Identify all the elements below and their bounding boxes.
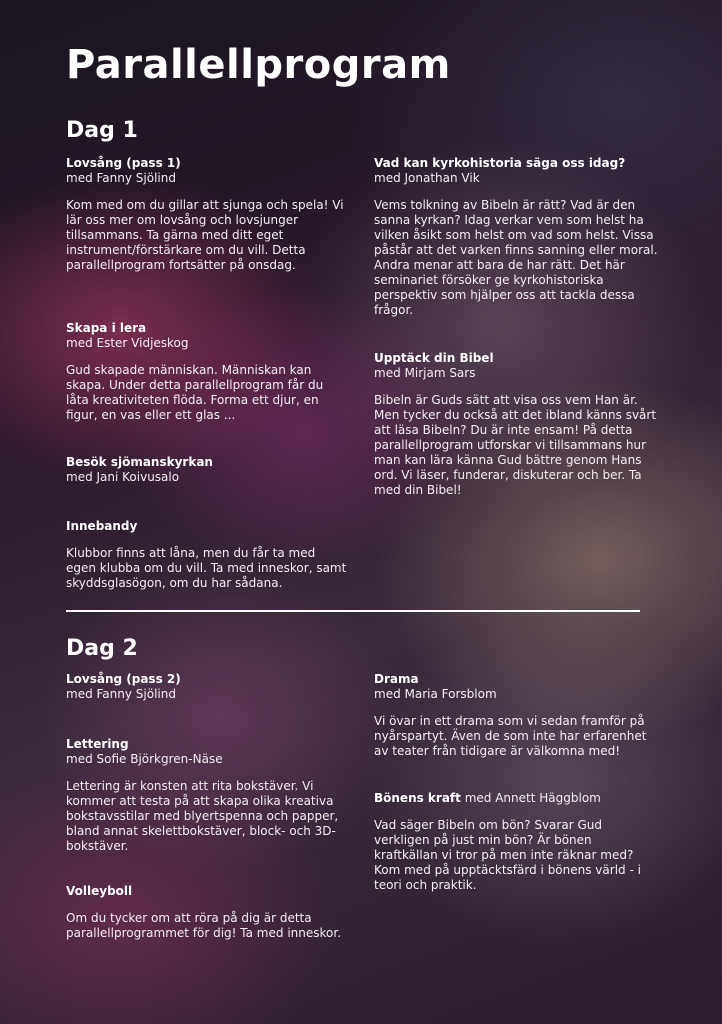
session-description: Vi övar in ett drama som vi sedan framför på nyårspartyt. Även de som inte har erfarenhet av teater från tidigare är välkomna med!	[374, 714, 647, 758]
session-lovsang-pass-1	[66, 156, 348, 273]
session-title: Lovsång (pass 2)	[66, 672, 181, 686]
session-upptack-din-bibel	[374, 351, 658, 498]
session-title: Besök sjömanskyrkan	[66, 455, 213, 469]
session-leader: med Annett Häggblom	[464, 791, 601, 805]
section-divider	[66, 610, 640, 612]
session-kyrkohistoria	[374, 156, 658, 318]
session-lovsang-pass-2	[66, 672, 348, 702]
session-description: Kom med om du gillar att sjunga och spela! Vi lär oss mer om lovsång och lovsjunger tillsammans. Ta gärna med ditt eget instrument/förstärkare om du vill. Detta parallellprogram fortsätter på onsdag.	[66, 198, 344, 272]
session-description: Klubbor finns att låna, men du får ta med egen klubba om du vill. Ta med inneskor, samt skyddsglasögon, om du har sådana.	[66, 546, 347, 590]
session-description: Gud skapade människan. Människan kan skapa. Under detta parallellprogram får du låta kreativiteten flöda. Forma ett djur, en figur, en vas eller ett glas ...	[66, 363, 324, 422]
session-innebandy	[66, 519, 348, 591]
session-description: Vems tolkning av Bibeln är rätt? Vad är den sanna kyrkan? Idag verkar vem som helst ha vilken åsikt som helst om vad som helst. Vissa påstår att det varken finns sanning eller moral. Andra menar att bara de har rätt. Det här seminariet försöker ge kyrkohistoriska perspektiv som hjälper oss att tackla dessa frågor.	[374, 198, 658, 317]
session-leader: med Fanny Sjölind	[66, 687, 176, 701]
session-title: Drama	[374, 672, 419, 686]
session-title: Skapa i lera	[66, 321, 147, 335]
session-title: Lovsång (pass 1)	[66, 156, 181, 170]
session-besok-sjomanskyrkan	[66, 455, 348, 485]
session-description: Bibeln är Guds sätt att visa oss vem Han är. Men tycker du också att det ibland känns svårt att läsa Bibeln? Du är inte ensam! På detta parallellprogram utforskar vi tillsammans hur man kan lära känna Gud bättre genom Hans ord. Vi läser, funderar, diskuterar och ber. Ta med din Bibel!	[374, 393, 657, 497]
session-leader: med Fanny Sjölind	[66, 171, 176, 185]
session-description: Om du tycker om att röra på dig är detta parallellprogrammet för dig! Ta med inneskor.	[66, 911, 342, 940]
session-bonens-kraft	[374, 791, 658, 893]
session-drama	[374, 672, 658, 759]
session-skapa-i-lera	[66, 321, 348, 423]
session-leader: med Sofie Björkgren-Näse	[66, 752, 223, 766]
day-1-heading: Dag 1	[66, 118, 138, 143]
session-title: Bönens kraft	[374, 791, 461, 805]
session-title: Volleyboll	[66, 884, 133, 898]
session-leader: med Jonathan Vik	[374, 171, 480, 185]
session-heading	[374, 791, 658, 806]
session-title: Vad kan kyrkohistoria säga oss idag?	[374, 156, 626, 170]
session-lettering	[66, 737, 348, 854]
session-leader: med Mirjam Sars	[374, 366, 476, 380]
session-leader: med Maria Forsblom	[374, 687, 497, 701]
session-leader: med Ester Vidjeskog	[66, 336, 189, 350]
day-2-heading: Dag 2	[66, 636, 138, 661]
session-title: Lettering	[66, 737, 129, 751]
session-title: Innebandy	[66, 519, 138, 533]
session-volleyboll	[66, 884, 348, 941]
session-description: Vad säger Bibeln om bön? Svarar Gud verkligen på just min bön? Är bönen kraftkällan vi tror på men inte räknar med? Kom med på upptäcktsfärd i bönens värld - i teori och praktik.	[374, 818, 641, 892]
session-description: Lettering är konsten att rita bokstäver. Vi kommer att testa på att skapa olika kreativa bokstavsstilar med blyertspenna och papper, bland annat skelettbokstäver, block- och 3D-bokstäver.	[66, 779, 339, 853]
session-leader: med Jani Koivusalo	[66, 470, 180, 484]
page-title: Parallellprogram	[66, 42, 451, 88]
session-title: Upptäck din Bibel	[374, 351, 494, 365]
